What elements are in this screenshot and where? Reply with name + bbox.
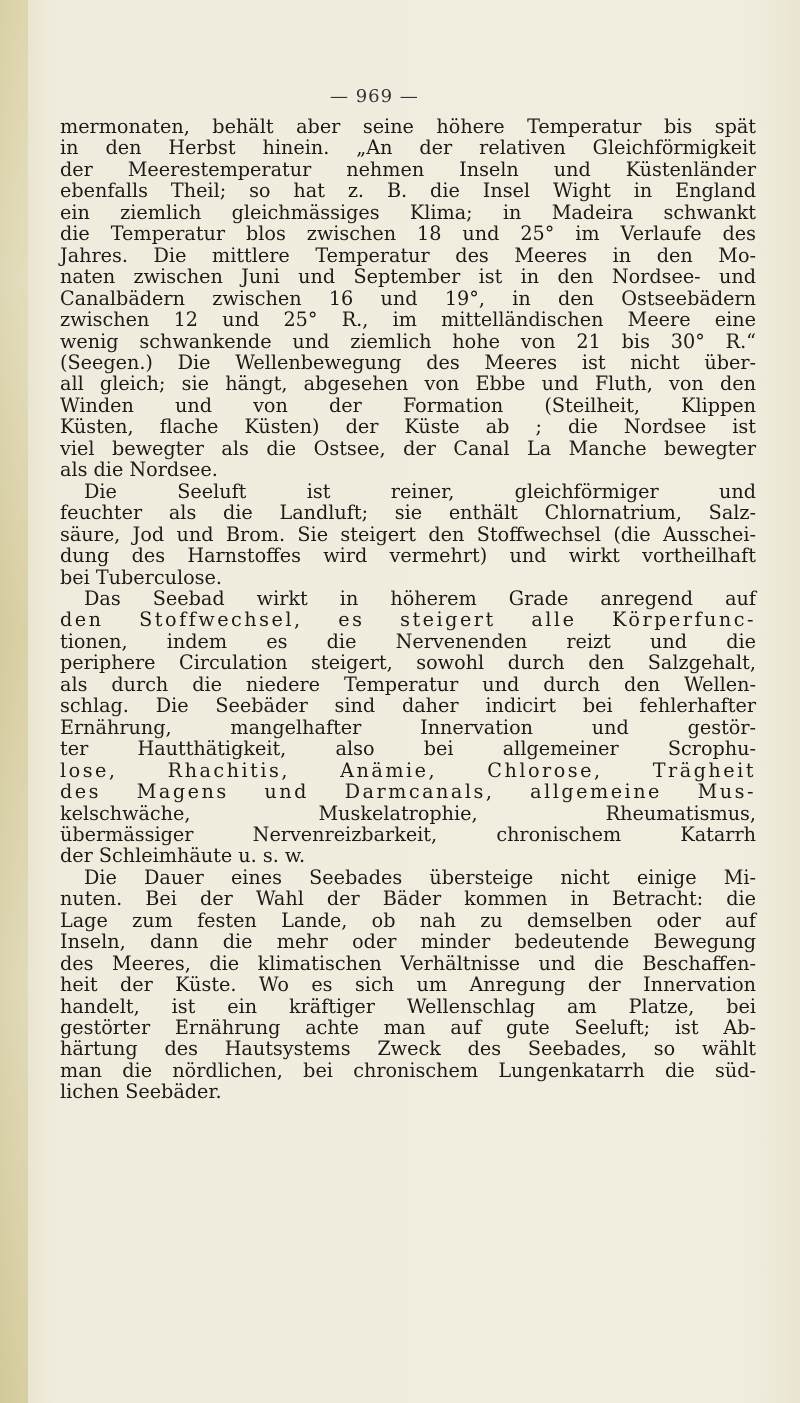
text-line: mermonaten, behält aber seine höhere Temperatur bis spät (60, 115, 756, 138)
text-line: bei Tuberculose. (60, 565, 222, 589)
text-line: kelschwäche, Muskelatrophie, Rheumatismus, (60, 801, 756, 825)
text-line: ebenfalls Theil; so hat z. B. die Insel Wight in England (60, 179, 756, 203)
text-line: Küsten, flache Küsten) der Küste ab ; die Nordsee ist (60, 415, 756, 439)
text-line: nuten. Bei der Wahl der Bäder kommen in Betracht: die (60, 887, 756, 911)
paragraph-start-line: Die Dauer eines Seebades übersteige nicht einige Mi- (84, 865, 756, 889)
text-line: handelt, ist ein kräftiger Wellenschlag am Platze, bei (60, 994, 756, 1018)
text-line: ter Hautthätigkeit, also bei allgemeiner Scrophu- (60, 737, 756, 761)
text-line: des Magens und Darmcanals, allgemeine Mus- (60, 780, 756, 804)
text-line: übermässiger Nervenreizbarkeit, chronischem Katarrh (60, 822, 756, 846)
text-line: dung des Harnstoffes wird vermehrt) und wirkt vortheilhaft (60, 544, 756, 568)
text-line: in den Herbst hinein. „An der relativen Gleichförmigkeit (60, 136, 756, 160)
text-line: Lage zum festen Lande, ob nah zu demselben oder auf (60, 908, 756, 932)
text-line: härtung des Hautsystems Zweck des Seebades, so wählt (60, 1037, 756, 1061)
text-line: den Stoffwechsel, es steigert alle Körperfunc- (60, 608, 756, 632)
text-line: all gleich; sie hängt, abgesehen von Ebbe und Fluth, von den (60, 372, 756, 396)
text-line: schlag. Die Seebäder sind daher indicirt bei fehlerhafter (60, 694, 756, 718)
page-edge-stain (0, 0, 28, 1403)
text-line: Canalbädern zwischen 16 und 19°, in den Ostseebädern (60, 286, 756, 310)
text-line: der Schleimhäute u. s. w. (60, 844, 306, 868)
text-line: Winden und von der Formation (Steilheit, Klippen (60, 393, 756, 417)
text-line: tionen, indem es die Nervenenden reizt und die (60, 629, 756, 653)
text-line: die Temperatur blos zwischen 18 und 25° im Verlaufe des (60, 222, 756, 246)
text-line: ein ziemlich gleichmässiges Klima; in Madeira schwankt (60, 200, 756, 224)
paragraph-start-line: Die Seeluft ist reiner, gleichförmiger und (84, 479, 756, 503)
text-line: säure, Jod und Brom. Sie steigert den Stoffwechsel (die Ausschei- (60, 522, 756, 546)
text-line: naten zwischen Juni und September ist in den Nordsee- und (60, 265, 756, 289)
text-line: gestörter Ernährung achte man auf gute Seeluft; ist Ab- (60, 1016, 756, 1040)
text-line: periphere Circulation steigert, sowohl durch den Salzgehalt, (60, 651, 756, 675)
page-number: — 969 — (330, 86, 419, 107)
text-line: viel bewegter als die Ostsee, der Canal La Manche bewegter (60, 436, 756, 460)
text-line: als die Nordsee. (60, 458, 218, 482)
text-line: des Meeres, die klimatischen Verhältnisse und die Beschaffen- (60, 951, 756, 975)
body-text (60, 116, 756, 1103)
text-line: lose, Rhachitis, Anämie, Chlorose, Trägheit (60, 758, 756, 782)
text-line: man die nördlichen, bei chronischem Lungenkatarrh die süd- (60, 1058, 756, 1082)
paragraph-start-line: Das Seebad wirkt in höherem Grade anregend auf (84, 586, 756, 610)
text-line: feuchter als die Landluft; sie enthält Chlornatrium, Salz- (60, 501, 756, 525)
text-line: heit der Küste. Wo es sich um Anregung der Innervation (60, 973, 756, 997)
text-line: Ernährung, mangelhafter Innervation und gestör- (60, 715, 756, 739)
text-line: (Seegen.) Die Wellenbewegung des Meeres ist nicht über- (60, 350, 756, 374)
text-line: Inseln, dann die mehr oder minder bedeutende Bewegung (60, 930, 756, 954)
text-line: Jahres. Die mittlere Temperatur des Meeres in den Mo- (60, 243, 756, 267)
text-line: zwischen 12 und 25° R., im mittelländischen Meere eine (60, 308, 756, 332)
text-line: der Meerestemperatur nehmen Inseln und Küstenländer (60, 157, 756, 181)
text-line: lichen Seebäder. (60, 1080, 222, 1104)
text-line: als durch die niedere Temperatur und durch den Wellen- (60, 672, 756, 696)
text-line: wenig schwankende und ziemlich hohe von 21 bis 30° R.“ (60, 329, 756, 353)
